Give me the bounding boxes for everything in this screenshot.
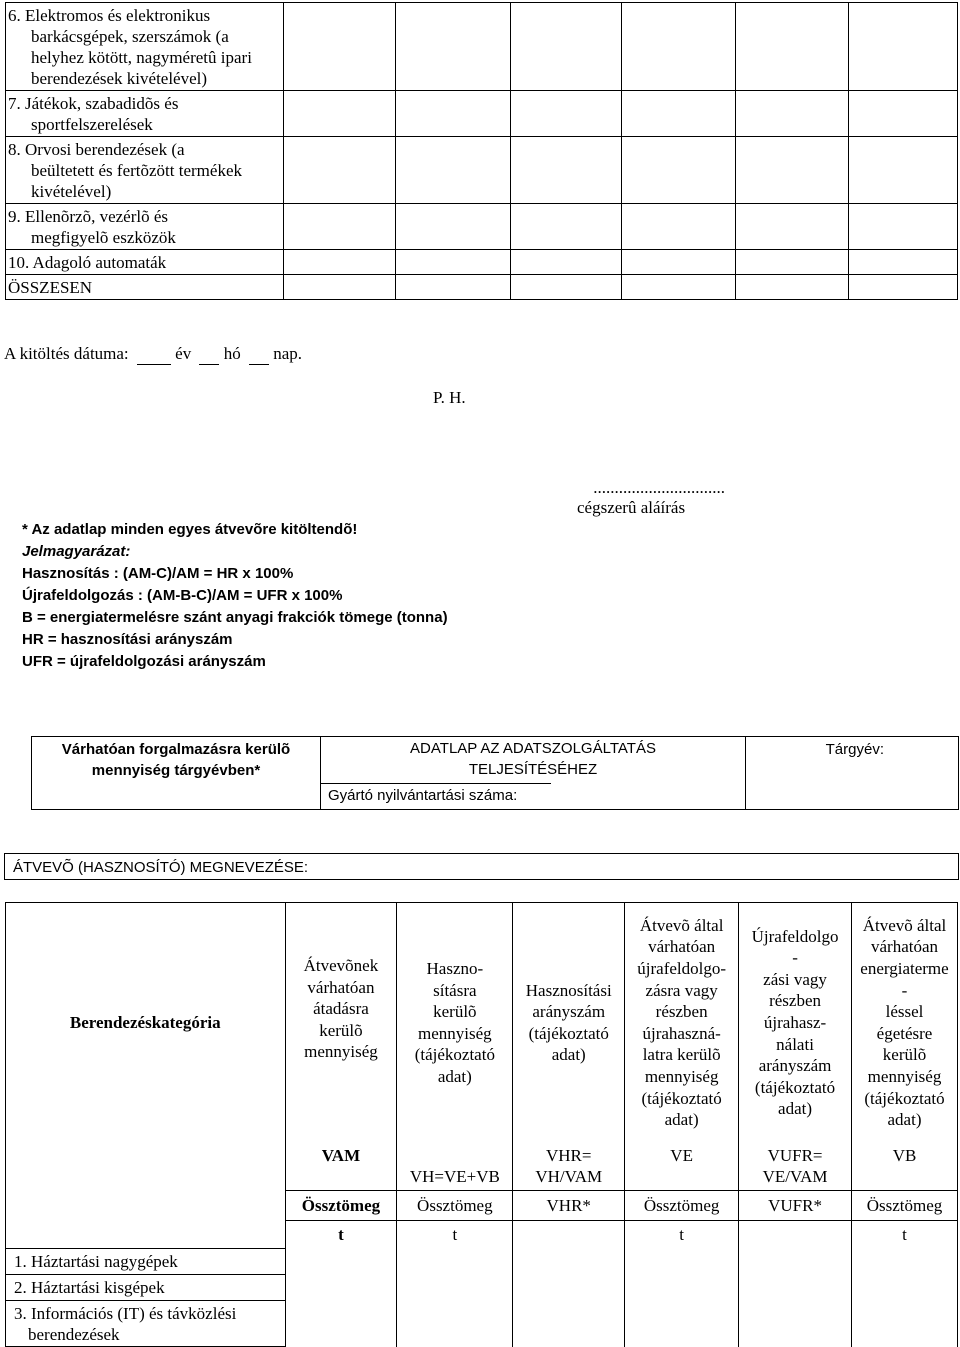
- cell-line: várhatóan: [870, 937, 939, 957]
- data-cell[interactable]: [510, 137, 622, 204]
- category-label-line: 6. Elektromos és elektronikus: [8, 6, 211, 25]
- data-cell[interactable]: [852, 1249, 958, 1275]
- data-cell[interactable]: [510, 3, 622, 91]
- data-cell[interactable]: [736, 3, 849, 91]
- data-cell[interactable]: [285, 1249, 397, 1275]
- cell-line: (tájékoztató: [414, 1045, 495, 1065]
- cell-line: mennyiség: [644, 1066, 719, 1086]
- data-cell[interactable]: [513, 1275, 625, 1301]
- data-cell[interactable]: [622, 137, 736, 204]
- cell-line: várhatóan: [307, 977, 375, 997]
- data-cell[interactable]: [852, 1275, 958, 1301]
- year-label: év: [175, 344, 192, 363]
- data-cell[interactable]: [283, 204, 395, 250]
- cell-line: -: [792, 948, 798, 968]
- code-cell: VAM: [285, 1143, 397, 1191]
- data-cell[interactable]: [510, 91, 622, 137]
- data-cell[interactable]: [736, 137, 849, 204]
- expected-quantity-line-1: Várhatóan forgalmazásra kerülõ: [61, 741, 291, 758]
- cell-line: égetésre: [876, 1023, 933, 1043]
- cell-line: zásra vagy: [645, 980, 718, 1000]
- data-cell[interactable]: [397, 1249, 513, 1275]
- column-header: [625, 903, 739, 1143]
- month-label: hó: [223, 344, 241, 363]
- cell-line: léssel: [885, 1002, 924, 1022]
- top-table-row: [6, 91, 958, 137]
- cell-line: zási vagy: [763, 969, 827, 989]
- cell-line: újrafeldolgo-: [637, 958, 727, 978]
- data-cell[interactable]: [849, 275, 958, 300]
- data-cell[interactable]: [736, 91, 849, 137]
- data-cell[interactable]: [625, 1301, 739, 1347]
- unit-cell: [513, 1221, 625, 1249]
- data-cell[interactable]: [397, 1301, 513, 1347]
- category-label-line: 7. Játékok, szabadidõs és: [8, 94, 179, 113]
- row-category-label: [6, 1301, 286, 1347]
- category-label-line: 10. Adagoló automaták: [8, 253, 167, 272]
- expected-quantity-box: [31, 736, 321, 810]
- cell-line: -: [901, 980, 908, 1000]
- legend-line: B = energiatermelésre szánt anyagi frakciók tömege (tonna): [22, 609, 448, 626]
- cell-line: VHR=: [545, 1145, 592, 1165]
- cell-line: részben: [655, 1002, 708, 1022]
- data-cell[interactable]: [395, 91, 510, 137]
- legend-line: Újrafeldolgozás : (AM-B-C)/AM = UFR x 100%: [22, 587, 343, 604]
- legend-title: Jelmagyarázat:: [22, 543, 131, 560]
- day-blank[interactable]: [249, 343, 269, 365]
- data-cell[interactable]: [285, 1275, 397, 1301]
- data-cell[interactable]: [283, 137, 395, 204]
- data-cell[interactable]: [510, 250, 622, 275]
- top-table-row: [6, 3, 958, 91]
- column-header: [852, 903, 958, 1143]
- top-table-row: [6, 137, 958, 204]
- category-label: [6, 204, 284, 250]
- cell-line: adat): [778, 1099, 813, 1119]
- cell-line: újrahaszná-: [642, 1023, 721, 1043]
- datasheet-title-line-2: TELJESÍTÉSÉHEZ: [468, 761, 598, 778]
- table-row: [6, 1275, 958, 1301]
- unit-cell: t: [285, 1221, 397, 1249]
- date-line: [4, 343, 302, 365]
- data-cell[interactable]: [849, 91, 958, 137]
- cell-line: adat): [437, 1066, 472, 1086]
- category-label: [6, 91, 284, 137]
- data-cell[interactable]: [513, 1301, 625, 1347]
- date-label: A kitöltés dátuma:: [4, 344, 129, 363]
- category-label-line: ÖSSZESEN: [8, 278, 93, 297]
- cell-line: VH/VAM: [535, 1167, 603, 1187]
- category-label-line: helyhez kötött, nagyméretû ipari: [31, 48, 252, 67]
- data-cell[interactable]: [513, 1249, 625, 1275]
- cell-line: Haszno-: [426, 958, 484, 978]
- year-blank[interactable]: [137, 343, 171, 365]
- category-label-line: 8. Orvosi berendezések (a: [8, 140, 185, 159]
- signature-dots: ...............................: [593, 478, 725, 497]
- stamp-placeholder: P. H.: [433, 388, 466, 407]
- data-cell[interactable]: [510, 275, 622, 300]
- subject-year-label: Tárgyév:: [825, 741, 884, 758]
- cell-line: kerülõ: [433, 1002, 477, 1022]
- required-note: * Az adatlap minden egyes átvevõre kitöltendõ!: [22, 521, 358, 538]
- cell-line: arányszám: [758, 1056, 832, 1076]
- cell-line: latra kerülõ: [642, 1045, 721, 1065]
- category-label: [6, 137, 284, 204]
- cell-line: mennyiség: [867, 1066, 942, 1086]
- cell-line: VE/VAM: [762, 1167, 828, 1187]
- data-cell[interactable]: [739, 1275, 852, 1301]
- cell-line: VUFR=: [767, 1145, 823, 1165]
- legend-line: HR = hasznosítási arányszám: [22, 631, 233, 648]
- cell-line: részben: [769, 991, 821, 1011]
- column-header: [285, 903, 397, 1143]
- data-cell[interactable]: [397, 1275, 513, 1301]
- data-cell[interactable]: [395, 250, 510, 275]
- total-cell: VHR*: [513, 1191, 625, 1221]
- category-label: [6, 250, 284, 275]
- data-cell[interactable]: [283, 275, 395, 300]
- data-cell[interactable]: [849, 250, 958, 275]
- cell-line: (tájékoztató: [641, 1088, 722, 1108]
- recipient-name-label: ÁTVEVÕ (HASZNOSÍTÓ) MEGNEVEZÉSE:: [13, 859, 309, 876]
- datasheet-title-box: [320, 736, 746, 810]
- cell-line: átadásra: [313, 999, 369, 1019]
- code-cell: [739, 1143, 852, 1191]
- top-table-row: [6, 275, 958, 300]
- data-cell[interactable]: [739, 1301, 852, 1347]
- data-cell[interactable]: [849, 137, 958, 204]
- data-cell[interactable]: [622, 275, 736, 300]
- cell-line: kerülõ: [882, 1045, 927, 1065]
- code-cell: VE: [625, 1143, 739, 1191]
- data-cell[interactable]: [283, 91, 395, 137]
- cell-line: adat): [887, 1110, 922, 1130]
- subject-year-box[interactable]: [745, 736, 959, 810]
- signature-label: cégszerû aláírás: [577, 498, 686, 517]
- data-cell[interactable]: [736, 204, 849, 250]
- cell-line: adat): [664, 1110, 699, 1130]
- data-cell[interactable]: [852, 1301, 958, 1347]
- data-cell[interactable]: [395, 204, 510, 250]
- data-cell[interactable]: [285, 1301, 397, 1347]
- unit-cell: t: [625, 1221, 739, 1249]
- row-category-label: 1. Háztartási nagygépek: [6, 1249, 286, 1275]
- column-header: [397, 903, 513, 1143]
- legend-line: UFR = újrafeldolgozási arányszám: [22, 653, 266, 670]
- top-table-row: [6, 204, 958, 250]
- top-table-row: [6, 250, 958, 275]
- category-label-line: sportfelszerelések: [31, 115, 153, 134]
- data-cell[interactable]: [283, 3, 395, 91]
- cell-line: Újrafeldolgo: [751, 926, 839, 946]
- data-cell[interactable]: [395, 137, 510, 204]
- manufacturer-reg-label: Gyártó nyilvántartási száma:: [328, 787, 518, 804]
- data-cell[interactable]: [622, 204, 736, 250]
- total-cell: Össztömeg: [852, 1191, 958, 1221]
- data-cell[interactable]: [622, 250, 736, 275]
- cell-line: kerülõ: [319, 1020, 363, 1040]
- cell-line: mennyiség: [418, 1023, 492, 1043]
- cell-line: berendezések: [28, 1324, 120, 1344]
- data-cell[interactable]: [622, 91, 736, 137]
- data-cell[interactable]: [510, 204, 622, 250]
- category-label: [6, 3, 284, 91]
- data-cell[interactable]: [736, 275, 849, 300]
- cell-line: sításra: [433, 980, 477, 1000]
- cell-line: Átvevõ által: [862, 915, 947, 935]
- expected-quantity-line-2: mennyiség tárgyévben*: [91, 762, 261, 779]
- cell-line: (tájékoztató: [754, 1077, 836, 1097]
- cell-line: Átvevõnek: [303, 956, 379, 975]
- total-cell: VUFR*: [739, 1191, 852, 1221]
- table-row: [6, 1301, 958, 1347]
- data-cell[interactable]: [395, 275, 510, 300]
- cell-line: arányszám: [532, 1002, 606, 1022]
- column-header: [739, 903, 852, 1143]
- column-header-category: Berendezéskategória: [6, 903, 286, 1249]
- cell-line: energiaterme: [860, 958, 949, 978]
- cell-line: újrahasz-: [763, 1012, 827, 1032]
- data-cell[interactable]: [283, 250, 395, 275]
- legend-line: Hasznosítás : (AM-C)/AM = HR x 100%: [22, 565, 294, 582]
- row-category-label: 2. Háztartási kisgépek: [6, 1275, 286, 1301]
- code-cell: VH=VE+VB: [397, 1143, 513, 1191]
- code-cell: VB: [852, 1143, 958, 1191]
- cell-line: adat): [551, 1045, 586, 1065]
- category-table-bottom: [5, 902, 958, 1347]
- table-row: [6, 1249, 958, 1275]
- cell-line: Átvevõ által: [639, 915, 724, 935]
- day-label: nap.: [273, 344, 302, 363]
- category-label-line: 9. Ellenõrzõ, vezérlõ és: [8, 207, 169, 226]
- cell-line: nálati: [776, 1034, 814, 1054]
- total-cell: Össztömeg: [397, 1191, 513, 1221]
- category-label-line: beültetett és fertõzött termékek: [31, 161, 242, 180]
- unit-cell: t: [397, 1221, 513, 1249]
- category-label: [6, 275, 284, 300]
- category-label-line: barkácsgépek, szerszámok (a: [31, 27, 229, 46]
- category-label-line: berendezések kivételével): [31, 69, 208, 88]
- category-label-line: megfigyelõ eszközök: [31, 228, 176, 247]
- data-cell[interactable]: [622, 3, 736, 91]
- cell-line: (tájékoztató: [864, 1088, 945, 1108]
- legend-lines: [22, 563, 448, 673]
- unit-cell: [739, 1221, 852, 1249]
- data-cell[interactable]: [625, 1249, 739, 1275]
- category-label-line: kivételével): [31, 182, 112, 201]
- datasheet-title-line-1: ADATLAP AZ ADATSZOLGÁLTATÁS: [410, 740, 656, 757]
- total-cell: Össztömeg: [285, 1191, 397, 1221]
- category-table-top: [5, 2, 958, 300]
- code-cell: [513, 1143, 625, 1191]
- cell-line: (tájékoztató: [528, 1023, 609, 1043]
- cell-line: mennyiség: [304, 1042, 378, 1062]
- cell-line: 3. Információs (IT) és távközlési: [14, 1303, 237, 1323]
- column-header: [513, 903, 625, 1143]
- data-cell[interactable]: [736, 250, 849, 275]
- data-cell[interactable]: [625, 1275, 739, 1301]
- month-blank[interactable]: [199, 343, 219, 365]
- data-cell[interactable]: [395, 3, 510, 91]
- table-header-row: [6, 903, 958, 1143]
- data-cell[interactable]: [739, 1249, 852, 1275]
- data-cell[interactable]: [849, 3, 958, 91]
- recipient-name-box[interactable]: [4, 853, 959, 880]
- cell-line: várhatóan: [648, 937, 716, 957]
- unit-cell: t: [852, 1221, 958, 1249]
- cell-line: Hasznosítási: [525, 980, 612, 1000]
- data-cell[interactable]: [849, 204, 958, 250]
- total-cell: Össztömeg: [625, 1191, 739, 1221]
